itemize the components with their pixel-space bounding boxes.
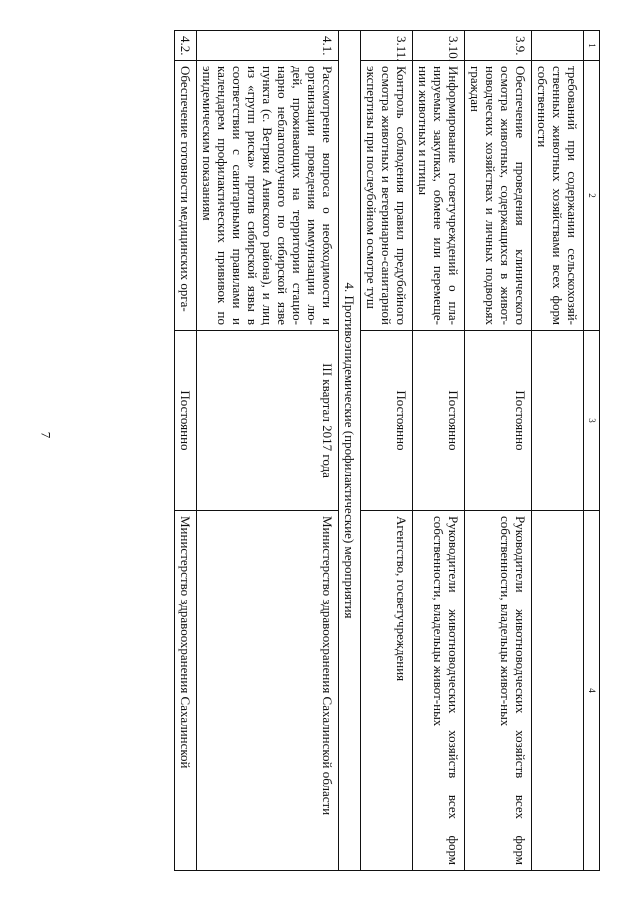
responsible-cell [532, 511, 584, 871]
term-cell: III квартал 2017 года [197, 331, 339, 511]
table-row [361, 31, 413, 871]
term-cell: Постоянно [361, 331, 413, 511]
header-row [584, 31, 600, 871]
header-col-2: 2 [584, 61, 600, 331]
row-number: 3.9. [465, 31, 532, 61]
responsible-cell: Министерство здравоохранения Сахалинской [175, 511, 197, 871]
term-cell: Постоянно [413, 331, 465, 511]
term-cell [532, 331, 584, 511]
measures-table [174, 30, 600, 871]
row-number: 3.10. [413, 31, 465, 61]
measure-cell: Рассмотрение вопроса о необходимости и организации проведения иммунизации лю-дей, проживающих на территории стацио-нарно неблагополучного по сибирской язве пункта (с. Ветряки Анивского района), и лиц из «групп риска» против сибирской язвы в соответствии с санитарными правилами и календарем профилактических прививок по эпидемическим показаниям [197, 61, 339, 331]
row-number [532, 31, 584, 61]
page-number: 7 [38, 431, 54, 439]
responsible-cell: Руководители животноводческих хозяйств всех форм собственности, владельцы живот-ных [465, 511, 532, 871]
measure-cell: требований при содержании сельскохозяй-ственных животных хозяйствами всех форм собственности [532, 61, 584, 331]
table-row [465, 31, 532, 871]
table-row [532, 31, 584, 871]
header-col-3: 3 [584, 331, 600, 511]
table-row [197, 31, 339, 871]
header-col-4: 4 [584, 511, 600, 871]
row-number: 3.11. [361, 31, 413, 61]
row-number: 4.1. [197, 31, 339, 61]
table-row [175, 31, 197, 871]
responsible-cell: Руководители животноводческих хозяйств всех форм собственности, владельцы живот-ных [413, 511, 465, 871]
row-number: 4.2. [175, 31, 197, 61]
responsible-cell: Агентство, госветучреждения [361, 511, 413, 871]
section-row [339, 31, 361, 871]
responsible-cell: Министерство здравоохранения Сахалинской области [197, 511, 339, 871]
section-title: 4. Противоэпидемические (профилактические) мероприятия [339, 31, 361, 871]
measure-cell: Обеспечение готовности медицинских орга- [175, 61, 197, 331]
measure-cell: Обеспечение проведения клинического осмотра животных, содержащихся в живот-новодческих хозяйствах и личных подворьях граждан [465, 61, 532, 331]
measure-cell: Информирование госветучреждений о пла-нируемых закупках, обмене или перемеще-нии животных и птицы [413, 61, 465, 331]
measure-cell: Контроль соблюдения правил предубойного осмотра животных и ветеринарно-санитарной экспертизы при послеубойном осмотре туш [361, 61, 413, 331]
header-col-1: 1 [584, 31, 600, 61]
term-cell: Постоянно [175, 331, 197, 511]
table-row [413, 31, 465, 871]
term-cell: Постоянно [465, 331, 532, 511]
